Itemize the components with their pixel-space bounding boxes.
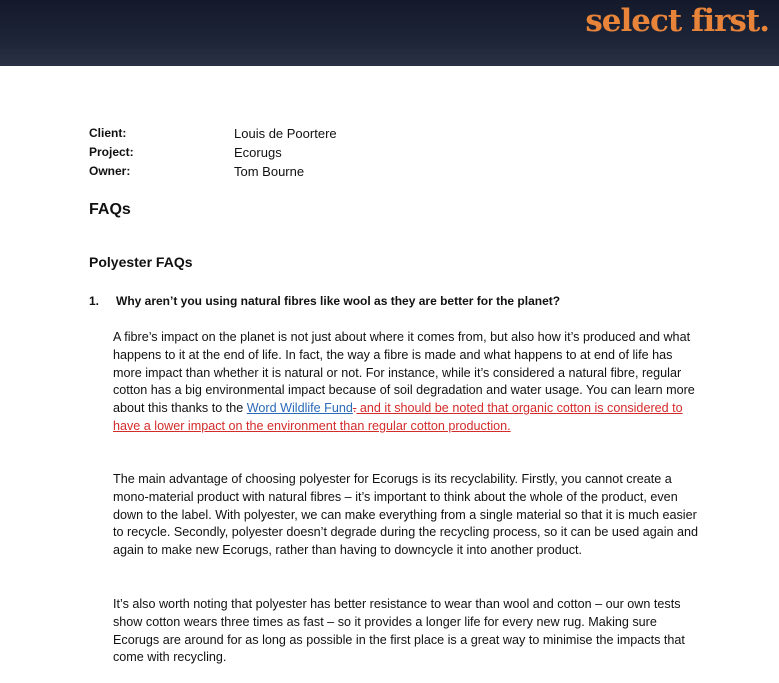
question-number: 1. xyxy=(89,294,100,308)
meta-value: Louis de Poortere xyxy=(234,126,337,141)
meta-value: Ecorugs xyxy=(234,145,282,160)
page-header xyxy=(0,0,779,66)
meta-row-project xyxy=(89,143,337,162)
meta-label: Client: xyxy=(89,126,127,140)
tracked-insertion: and it should be noted that organic cotton is considered to have a lower impact on the environment than regular cotton production. xyxy=(113,401,683,433)
answer-paragraph-2: The main advantage of choosing polyester for Ecorugs is its recyclability. Firstly, you cannot create a mono-material product with natural fibres – it’s important to think about the whole of the product, even down to the label. With polyester, we can make everything from a single material so that it is much easier to recycle. Secondly, polyester doesn’t degrade during the recycling process, so it can be used again and again to make new Ecorugs, rather than having to downcycle it into another product. xyxy=(113,472,699,558)
paragraph-text: A fibre’s impact on the planet is not just about where it comes from, but also how it’s produced and what happens to it at the end of life. In fact, the way a fibre is made and what happens to at end of life has more impact than whether it is natural or not. For instance, while it’s considered a natural fibre, regular cotton has a big environmental impact because of soil degradation and water usage. You can learn more about this thanks to the xyxy=(113,330,695,416)
question-text: Why aren’t you using natural fibres like wool as they are better for the planet? xyxy=(116,294,561,308)
meta-row-client xyxy=(89,124,337,143)
select-first-logo: select first. xyxy=(585,3,769,39)
meta-value: Tom Bourne xyxy=(234,164,305,179)
meta-label: Owner: xyxy=(89,164,131,178)
page-heading: FAQs xyxy=(89,201,131,218)
section-heading: Polyester FAQs xyxy=(89,254,193,270)
meta-label: Project: xyxy=(89,145,134,159)
document-meta xyxy=(89,124,337,181)
tracked-deletion: . xyxy=(352,401,357,416)
faq-question xyxy=(89,294,560,308)
meta-row-owner xyxy=(89,162,337,181)
wwf-link[interactable]: Word Wildlife Fund xyxy=(246,401,353,416)
answer-paragraph-1 xyxy=(113,329,703,436)
answer-paragraph-3: It’s also worth noting that polyester has better resistance to wear than wool and cotton – our own tests show cotton wears three times as fast – so it provides a longer life for every new rug. Making sure Ecorugs are around for as long as possible in the first place is a great way to minimise the impacts that come with recycling. xyxy=(113,597,685,665)
